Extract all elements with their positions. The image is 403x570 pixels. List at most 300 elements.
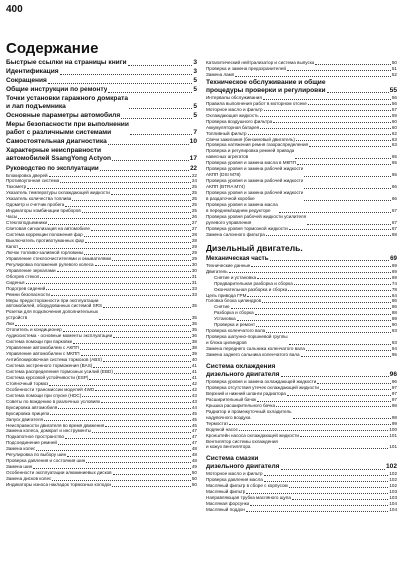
dot-leader [288,290,391,291]
dot-leader [235,76,391,77]
dot-leader [306,350,391,351]
toc-entry-page: 97 [391,396,397,402]
dot-leader [251,266,391,267]
dot-leader [256,326,391,327]
dot-leader [103,361,191,362]
toc-entry-page: 102 [389,477,397,483]
toc-entry [6,482,197,488]
toc-entry-title: Указатель количества топлива [6,196,72,202]
toc-entry-page: 88 [391,310,397,316]
toc-entry-title: Система помощи при спуске (HDC) [6,392,82,398]
toc-entry-title: Техническое обслуживание и общие процедуры проверки и регулировки [206,78,326,94]
dot-leader [309,146,391,147]
toc-entry-page: 93 [391,340,397,346]
toc-entry-page: 25 [191,208,197,214]
toc-entry [6,95,197,111]
dot-leader [296,140,391,141]
toc-entry-page: 48 [191,446,197,452]
toc-entry-title: Проверка воздушного фильтра [206,118,273,124]
dot-leader [292,499,388,500]
dot-leader [81,355,191,356]
dot-leader [293,418,391,419]
toc-entry-title: Охлаждающая жидкость [206,112,259,118]
toc-entry-page: 101 [389,444,397,450]
dot-leader [130,134,192,135]
dot-leader [60,74,193,75]
dot-leader [246,511,388,512]
toc-entry-page: 50 [391,60,397,65]
toc-entry-title: Замена шин [6,464,33,470]
toc-entry-page: 27 [191,220,197,226]
dot-leader [46,289,191,290]
toc-entry-title: Моторное масло и фильтр [206,471,263,477]
dot-leader [250,505,388,506]
toc-entry [206,255,397,263]
toc-entry-page: 31 [191,273,197,279]
dot-leader [50,414,190,415]
toc-left-column [6,58,197,488]
dot-leader [19,248,191,249]
toc-entry-title: Буксировка прицепа [6,410,50,416]
toc-entry-title: Управление зеркалами [6,267,56,273]
dot-leader [289,344,391,345]
toc-entry-title: Лючок топливо-заливной горловины [6,249,84,255]
toc-entry-title: Подсоединение ремней [6,440,57,446]
dot-leader [301,356,391,357]
toc-entry-title: Вентилятор системы охлаждения и кожух вентилятора [206,438,278,450]
toc-entry-title: Стояночный тормоз [6,380,49,386]
toc-entry-page: 69 [391,268,397,274]
dot-leader [95,390,191,391]
dot-leader [229,424,391,425]
toc-entry [6,138,197,146]
toc-entry-title: Установка [214,316,236,322]
toc-entry [6,147,197,163]
toc-entry-title: Каталитический нейтрализатор и система выпуска [206,60,315,65]
toc-entry-page: 62 [391,130,397,136]
dot-leader [287,395,391,396]
toc-entry [206,190,397,202]
toc-entry-page: 90 [391,322,397,328]
toc-entry-page: 78 [391,286,397,292]
toc-entry-title: Цепь привода ГРМ [206,292,247,298]
dot-leader [80,349,191,350]
toc-entry-title: Проверка уровня тормозной жидкости [206,225,288,231]
toc-entry-title: Масляный фильтр [206,489,246,495]
dot-leader [246,493,388,494]
toc-entry-page: 45 [191,416,197,422]
toc-entry-title: Система коррекции положения фар [6,232,83,238]
toc-entry-page: 48 [191,452,197,458]
toc-entry-title: Масляный поддон [206,507,245,513]
dot-leader [327,92,389,93]
dot-leader [111,194,191,195]
toc-entry-page: 97 [391,390,397,396]
toc-entry-title: Замена салонного фильтра [206,231,265,237]
toc-entry-title: Сокращения [6,77,47,84]
toc-entry-page: 42 [191,380,197,386]
toc-entry [206,214,397,226]
toc-entry-title: Проверка уровня и замена масла в МКПП [206,160,296,166]
toc-entry-title: Верхний и нижний шланги радиатора [206,390,286,396]
toc-entry-title: Быстрые ссылки на страницы книги [6,59,127,66]
dot-leader [262,302,391,303]
toc-entry-title: Противоугонная система [6,178,60,184]
toc-entry-title: Система курсовой устойчивости (ESP) [6,374,89,380]
toc-entry-page: 28 [191,232,197,238]
dot-leader [100,170,189,171]
toc-entry-title: Проверка коленчатого вала [206,328,266,334]
toc-entry-page: 60 [391,124,397,130]
dot-leader [73,343,191,344]
dot-leader [58,444,191,445]
dot-leader [49,176,191,177]
toc-entry-title: Система смазки дизельного двигателя [206,455,280,471]
dot-leader [281,469,385,470]
toc-entry-page: 99 [391,420,397,426]
dot-leader [320,389,391,390]
page-number: 400 [6,4,23,15]
toc-entry-title: Буксировка автомобиля [6,404,58,410]
dot-leader [260,116,391,117]
toc-entry-title: Кронштейн насоса охлаждающей жидкости [206,432,299,438]
toc-entry-page: 22 [190,165,197,172]
toc-entry-title: Система помощи при парковке [6,339,73,345]
dot-leader [105,426,191,427]
dot-leader [95,265,191,266]
toc-entry-page: 43 [191,398,197,404]
dot-leader [57,271,191,272]
toc-entry [6,298,197,310]
toc-entry-title: Запуск двигателя [6,416,43,422]
toc-entry-page: 29 [191,255,197,261]
toc-entry-page: 94 [391,346,397,352]
toc-entry-title: Проверка уровня и замена масла в переднем/заднем редукторе [206,202,278,213]
toc-entry-title: Регулировка по выбору шин [6,452,67,458]
toc-entry [206,244,397,254]
toc-entry-title: Отопитель и кондиционер [6,327,62,333]
toc-entry-title: Управление автомобилем с МКПП [6,351,80,357]
dot-leader [48,83,192,84]
dot-leader [26,283,191,284]
toc-entry-title: Управление стеклоочистителями и омывателями [6,255,112,261]
dot-leader [289,229,391,230]
toc-entry-page: 50 [191,476,197,482]
dot-leader [112,486,190,487]
toc-entry-page: 104 [389,507,397,513]
dot-leader [82,212,191,213]
toc-entry-title: Головка блока цилиндров [206,298,262,304]
toc-entry-page: 74 [391,280,397,286]
toc-entry-page: 48 [191,458,197,464]
toc-entry-page: 98 [391,414,397,420]
toc-entry-page: 104 [389,501,397,507]
toc-entry-title: Люк [6,321,15,327]
toc-entry-title: Идентификация [6,68,59,75]
toc-entry-page: 40 [191,357,197,363]
toc-entry-page: 7 [193,129,197,136]
toc-entry-page: 47 [191,428,197,434]
toc-entry-title: Руководство по эксплуатации [6,165,99,172]
toc-entry-page: 102 [389,483,397,489]
toc-entry-page: 5 [193,86,197,93]
toc-entry-title: Замена ламп [206,71,235,77]
dot-leader [308,104,391,105]
toc-entry-page: 30 [191,267,197,273]
toc-entry-title: Замена дисков колес [6,476,52,482]
toc-entry-page: 50 [191,482,197,488]
toc-entry-title: Часы [6,214,18,220]
dot-leader [86,462,191,463]
dot-leader [257,278,391,279]
dot-leader [44,420,191,421]
toc-entry-title: Моторное масло и фильтр [206,106,263,112]
toc-entry-page: 67 [391,219,397,225]
toc-entry-title: Проверка уровня и замена рабочей жидкости АКПП (BTRA M74) [206,178,304,190]
toc-entry-page: 95 [391,352,397,358]
toc-entry-title: Замена колеса, домкрат и инструменты [6,428,92,434]
toc-right-column [206,60,397,513]
toc-entry [206,232,397,238]
toc-entry-page: 63 [391,142,397,148]
toc-entry-page: 38 [191,345,197,351]
dot-leader [281,376,389,377]
toc-entry [206,507,397,513]
dot-leader [264,481,389,482]
toc-entry-title: Подогрев сидений [6,285,46,291]
toc-entry [206,166,397,178]
toc-entry-page: 84 [391,292,397,298]
toc-entry-title: Проверка уровня и замена рабочей жидкости в раздаточной коробке [206,190,304,202]
dot-leader [114,373,191,374]
toc-entry-page: 29 [191,243,197,249]
toc-entry-title: Аккумуляторная батарея [206,124,260,130]
toc-entry-title: Правила выполнения работ в моторном отсеке [206,100,307,106]
toc-entry-page: 38 [191,339,197,345]
toc-entry-page: 67 [391,225,397,231]
dot-leader [295,158,391,159]
dot-leader [263,99,391,100]
dot-leader [51,295,191,296]
toc-entry [206,79,397,95]
toc-entry-title: Масляная форсунка [206,501,250,507]
toc-entry-title: Розетки для подключения дополнительных устройств [6,309,99,321]
toc-entry [206,439,397,451]
toc-entry-page: 41 [191,363,197,368]
toc-entry-page: 39 [191,351,197,357]
dot-leader [85,242,191,243]
toc-entry-page: 56 [391,100,397,106]
dot-leader [113,474,191,475]
toc-entry-title: Направляющая трубка масляного щупа [206,495,291,501]
dot-leader [273,122,391,123]
toc-entry-page: 69 [391,274,397,280]
toc-entry [206,148,397,160]
dot-leader [65,206,191,207]
toc-entry-page: 17 [189,155,197,162]
toc-entry-page: 103 [389,495,397,501]
dot-leader [33,468,191,469]
toc-entry-title: Проверка и регулировка ремней привода навесных агрегатов [206,148,295,160]
toc-entry-page: 28 [191,237,197,243]
toc-entry-page: 86 [391,304,397,310]
toc-entry-title: Антиблокировочная система тормозов (ABS) [6,357,102,363]
toc-entry [206,352,397,358]
dot-leader [108,144,189,145]
toc-entry-title: Дизельный двигатель. [206,243,303,253]
dot-leader [266,332,391,333]
toc-entry-title: Одометр и счетчик пробега [6,202,65,208]
toc-entry-title: Блокировка дверей [6,172,48,178]
toc-entry-page: 30 [191,261,197,267]
page-title: Содержание [6,40,99,57]
toc-entry [6,112,197,120]
toc-entry-title: Управление автомобилем с АКПП [6,345,79,351]
dot-leader [264,110,391,111]
dot-leader [276,406,391,407]
toc-entry-title: Система экстренного торможения (BAS) [6,363,93,368]
dot-leader [287,70,391,71]
toc-entry-page: 65 [391,160,397,166]
dot-leader [248,134,391,135]
toc-entry-page: 96 [391,378,397,384]
toc-entry [6,121,197,137]
toc-entry-page: 35 [191,327,197,333]
toc-entry [206,334,397,346]
toc-entry-title: Радиатор и промежуточный охладитель надувочного воздуха [206,408,292,420]
toc-entry-title: Водяной насос [206,426,238,432]
toc-entry-page: 3 [193,68,197,75]
toc-entry-title: Общие инструкции по ремонту [6,86,108,93]
toc-entry-title: Ремни безопасности [6,291,50,297]
toc-entry-page: 31 [191,279,197,285]
dot-leader [239,430,388,431]
toc-entry-title: Проверка отсутствия утечек охлаждающей жидкости [206,384,319,390]
toc-entry-page: 65 [391,172,397,178]
toc-entry-title: Проверка и замена предохранителей [206,65,286,71]
toc-entry-page: 42 [191,386,197,392]
toc-entry-title: Свечи зажигания (бензиновый двигатель) [206,136,295,142]
toc-entry-page: 98 [391,402,397,408]
toc-entry [206,202,397,214]
dot-leader [18,218,191,219]
toc-entry-title: Система охлаждения дизельного двигателя [206,362,280,378]
toc-entry-page: 69 [391,262,397,268]
toc-entry-title: Сиденья [6,279,25,285]
dot-leader [266,235,391,236]
dot-leader [260,128,391,129]
toc-entry [6,86,197,94]
dot-leader [60,182,191,183]
toc-entry-title: Особенности трансмиссии моделей 4WD [6,386,95,392]
dot-leader [112,160,189,161]
dot-leader [300,436,388,437]
toc-entry-page: 52 [391,71,397,77]
toc-entry-title: Основные параметры автомобиля [6,112,121,119]
toc-entry-page: 101 [389,432,397,438]
dot-leader [304,200,390,201]
dot-leader [92,432,191,433]
toc-entry-page: 5 [193,112,197,119]
toc-entry-title: Технические данные [206,262,251,268]
toc-entry-title: Интервалы обслуживания [206,94,262,100]
toc-entry [6,309,197,321]
dot-leader [52,480,191,481]
toc-entry-title: Расширительный бачок [206,396,257,402]
toc-entry-page: 25 [191,184,197,190]
toc-entry-page: 86 [391,298,397,304]
toc-entry [206,409,397,421]
toc-entry-title: Индикаторы комбинации приборов [6,208,81,214]
toc-entry-page: 100 [389,426,397,432]
dot-leader [315,64,390,65]
toc-entry-title: Указатель температуры охлаждающей жидкости [6,190,110,196]
toc-entry-page: 102 [389,471,397,477]
dot-leader [257,401,391,402]
toc-entry-page: 5 [193,77,197,84]
toc-entry-page: 36 [191,333,197,339]
toc-entry-page: 3 [193,59,197,66]
dot-leader [247,296,390,297]
dot-leader [108,92,192,93]
toc-entry-page: 5 [193,103,197,110]
toc-entry-title: Характерные неисправности автомобилей SsangYong Actyon [6,147,112,162]
dot-leader [36,450,190,451]
toc-entry-page: 25 [191,202,197,208]
toc-entry-page: 66 [391,184,397,190]
toc-entry-page: 43 [191,392,197,398]
toc-entry-title: Разборка и сборка [214,310,254,316]
dot-leader [58,408,191,409]
dot-leader [294,284,391,285]
toc-entry-page: 33 [191,285,197,291]
toc-entry-title: Замена переднего сальника коленчатого вала [206,346,305,352]
toc-entry-title: Проверка давления и состояния шин [6,458,86,464]
dot-leader [237,320,391,321]
toc-entry-title: Окончательная разборка и сборка [214,286,288,292]
toc-entry-title: Световая сигнализация на автомобиле [6,226,90,232]
toc-entry-title: Проверка уровня и замена охлаждающей жидкости [206,378,317,384]
dot-leader [129,108,192,109]
toc-entry-page: 97 [391,384,397,390]
toc-entry-title: Масляный фильтр в сборе с корпусом [206,483,288,489]
dot-leader [72,200,191,201]
dot-leader [91,230,191,231]
dot-leader [84,254,191,255]
toc-entry [6,77,197,85]
dot-leader [15,325,190,326]
toc-entry-page: 59 [391,112,397,118]
toc-entry-page: 69 [390,255,397,263]
dot-leader [121,118,192,119]
toc-entry-title: Регулировка положения рулевого колеса [6,261,94,267]
dot-leader [40,277,191,278]
toc-entry-title: Замена заднего сальника коленчатого вала [206,352,300,358]
dot-leader [101,402,191,403]
toc-entry-page: 35 [191,321,197,327]
dot-leader [82,396,191,397]
toc-entry-page: 35 [191,303,197,309]
dot-leader [63,331,191,332]
toc-entry-title: Подкапотное пространство [6,434,65,440]
dot-leader [270,260,390,261]
toc-entry-title: Неисправности двигателя во время движения [6,422,105,428]
toc-entry-page: 24 [191,178,197,184]
toc-entry-title: Термостат [206,420,229,426]
toc-entry-title: Снятие [214,304,230,310]
toc-entry-title: Предварительная разборка и сборка [214,280,293,286]
toc-entry-page: 68 [391,231,397,237]
